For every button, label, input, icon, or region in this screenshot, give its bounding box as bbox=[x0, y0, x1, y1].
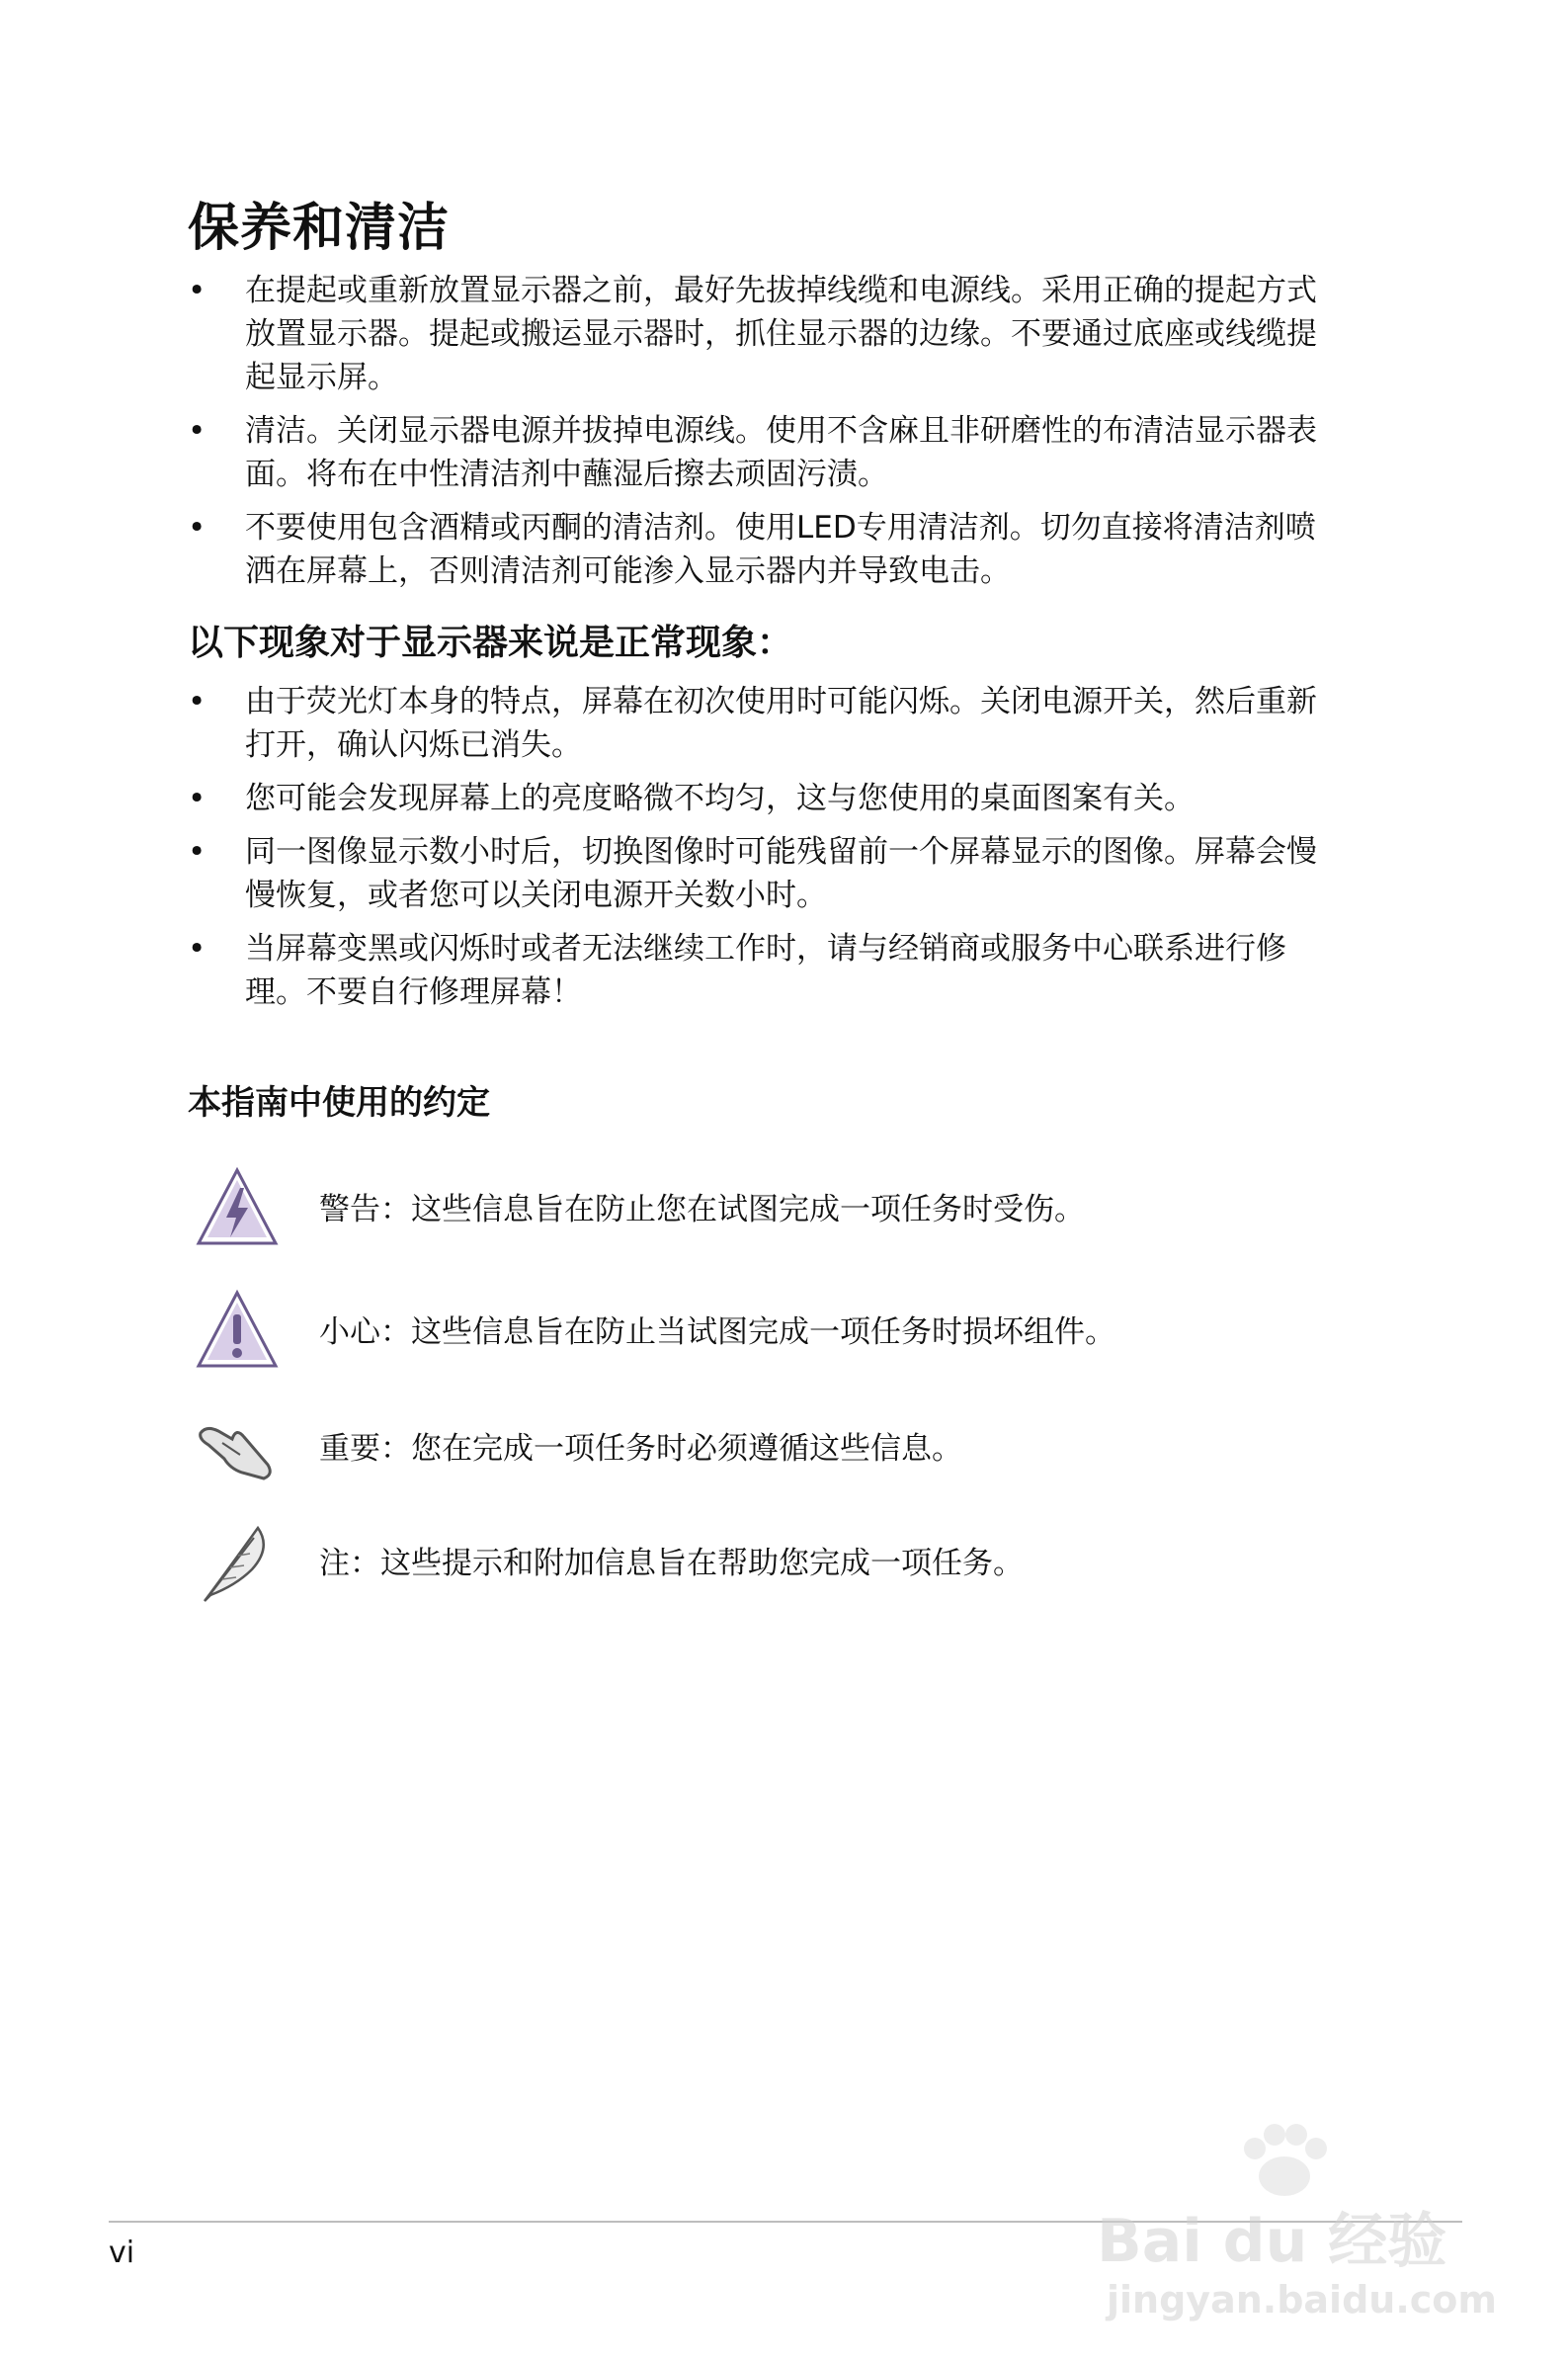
care-bullet-list bbox=[188, 269, 1373, 593]
convention-text: 注：这些提示和附加信息旨在帮助您完成一项任务。 bbox=[319, 1546, 1024, 1581]
list-item bbox=[188, 409, 1373, 496]
bullet-dot: • bbox=[188, 510, 206, 546]
list-item-line: 理。不要自行修理屏幕！ bbox=[245, 974, 582, 1010]
convention-text: 警告：这些信息旨在防止您在试图完成一项任务时受伤。 bbox=[319, 1192, 1085, 1227]
list-item-line: 您可能会发现屏幕上的亮度略微不均匀，这与您使用的桌面图案有关。 bbox=[245, 781, 1195, 816]
bullet-dot: • bbox=[188, 273, 206, 308]
phenomena-bullet-list bbox=[188, 680, 1373, 1014]
list-item-line: 当屏幕变黑或闪烁时或者无法继续工作时，请与经销商或服务中心联系进行修 bbox=[245, 931, 1286, 967]
list-item bbox=[188, 777, 1373, 820]
page-number: vi bbox=[109, 2236, 135, 2270]
watermark-brand: Bai du 经验 bbox=[1097, 2207, 1447, 2276]
list-item-line: 放置显示器。提起或搬运显示器时，抓住显示器的边缘。不要通过底座或线缆提 bbox=[245, 316, 1317, 352]
list-item bbox=[188, 680, 1373, 767]
convention-note bbox=[193, 1518, 1378, 1607]
caution-exclamation-icon bbox=[193, 1287, 282, 1376]
list-item-line: 慢恢复，或者您可以关闭电源开关数小时。 bbox=[245, 878, 827, 913]
convention-text: 小心：这些信息旨在防止当试图完成一项任务时损坏组件。 bbox=[319, 1314, 1115, 1350]
list-item-line: 清洁。关闭显示器电源并拔掉电源线。使用不含麻且非研磨性的布清洁显示器表 bbox=[245, 413, 1317, 449]
list-item-line: 由于荧光灯本身的特点，屏幕在初次使用时可能闪烁。关闭电源开关，然后重新 bbox=[245, 684, 1317, 719]
bullet-dot: • bbox=[188, 781, 206, 816]
watermark-url: jingyan.baidu.com bbox=[1107, 2278, 1497, 2322]
note-feather-icon bbox=[193, 1518, 282, 1607]
list-item bbox=[188, 830, 1373, 917]
list-item-line: 洒在屏幕上，否则清洁剂可能渗入显示器内并导致电击。 bbox=[245, 553, 1011, 589]
bullet-dot: • bbox=[188, 834, 206, 870]
list-item bbox=[188, 269, 1373, 399]
important-hand-icon bbox=[193, 1403, 282, 1492]
list-item-line: 同一图像显示数小时后，切换图像时可能残留前一个屏幕显示的图像。屏幕会慢 bbox=[245, 834, 1317, 870]
convention-important bbox=[193, 1403, 1378, 1492]
list-item bbox=[188, 927, 1373, 1014]
list-item-line: 起显示屏。 bbox=[245, 360, 398, 395]
list-item-line: 在提起或重新放置显示器之前，最好先拔掉线缆和电源线。采用正确的提起方式 bbox=[245, 273, 1317, 308]
convention-warning bbox=[193, 1164, 1378, 1253]
bullet-dot: • bbox=[188, 684, 206, 719]
list-item-line: 不要使用包含酒精或丙酮的清洁剂。使用LED专用清洁剂。切勿直接将清洁剂喷 bbox=[245, 510, 1316, 546]
list-item-line: 打开，确认闪烁已消失。 bbox=[245, 727, 582, 763]
baidu-watermark bbox=[1087, 2115, 1497, 2362]
convention-text: 重要：您在完成一项任务时必须遵循这些信息。 bbox=[319, 1431, 962, 1467]
page-title: 保养和清洁 bbox=[188, 199, 451, 258]
list-item-line: 面。将布在中性清洁剂中蘸湿后擦去顽固污渍。 bbox=[245, 457, 888, 492]
warning-lightning-icon bbox=[193, 1164, 282, 1253]
list-item bbox=[188, 506, 1373, 593]
normal-phenomena-heading: 以下现象对于显示器来说是正常现象： bbox=[188, 623, 793, 663]
bullet-dot: • bbox=[188, 413, 206, 449]
conventions-heading: 本指南中使用的约定 bbox=[188, 1083, 490, 1123]
bullet-dot: • bbox=[188, 931, 206, 967]
convention-caution bbox=[193, 1287, 1378, 1376]
paw-icon bbox=[1225, 2115, 1344, 2204]
